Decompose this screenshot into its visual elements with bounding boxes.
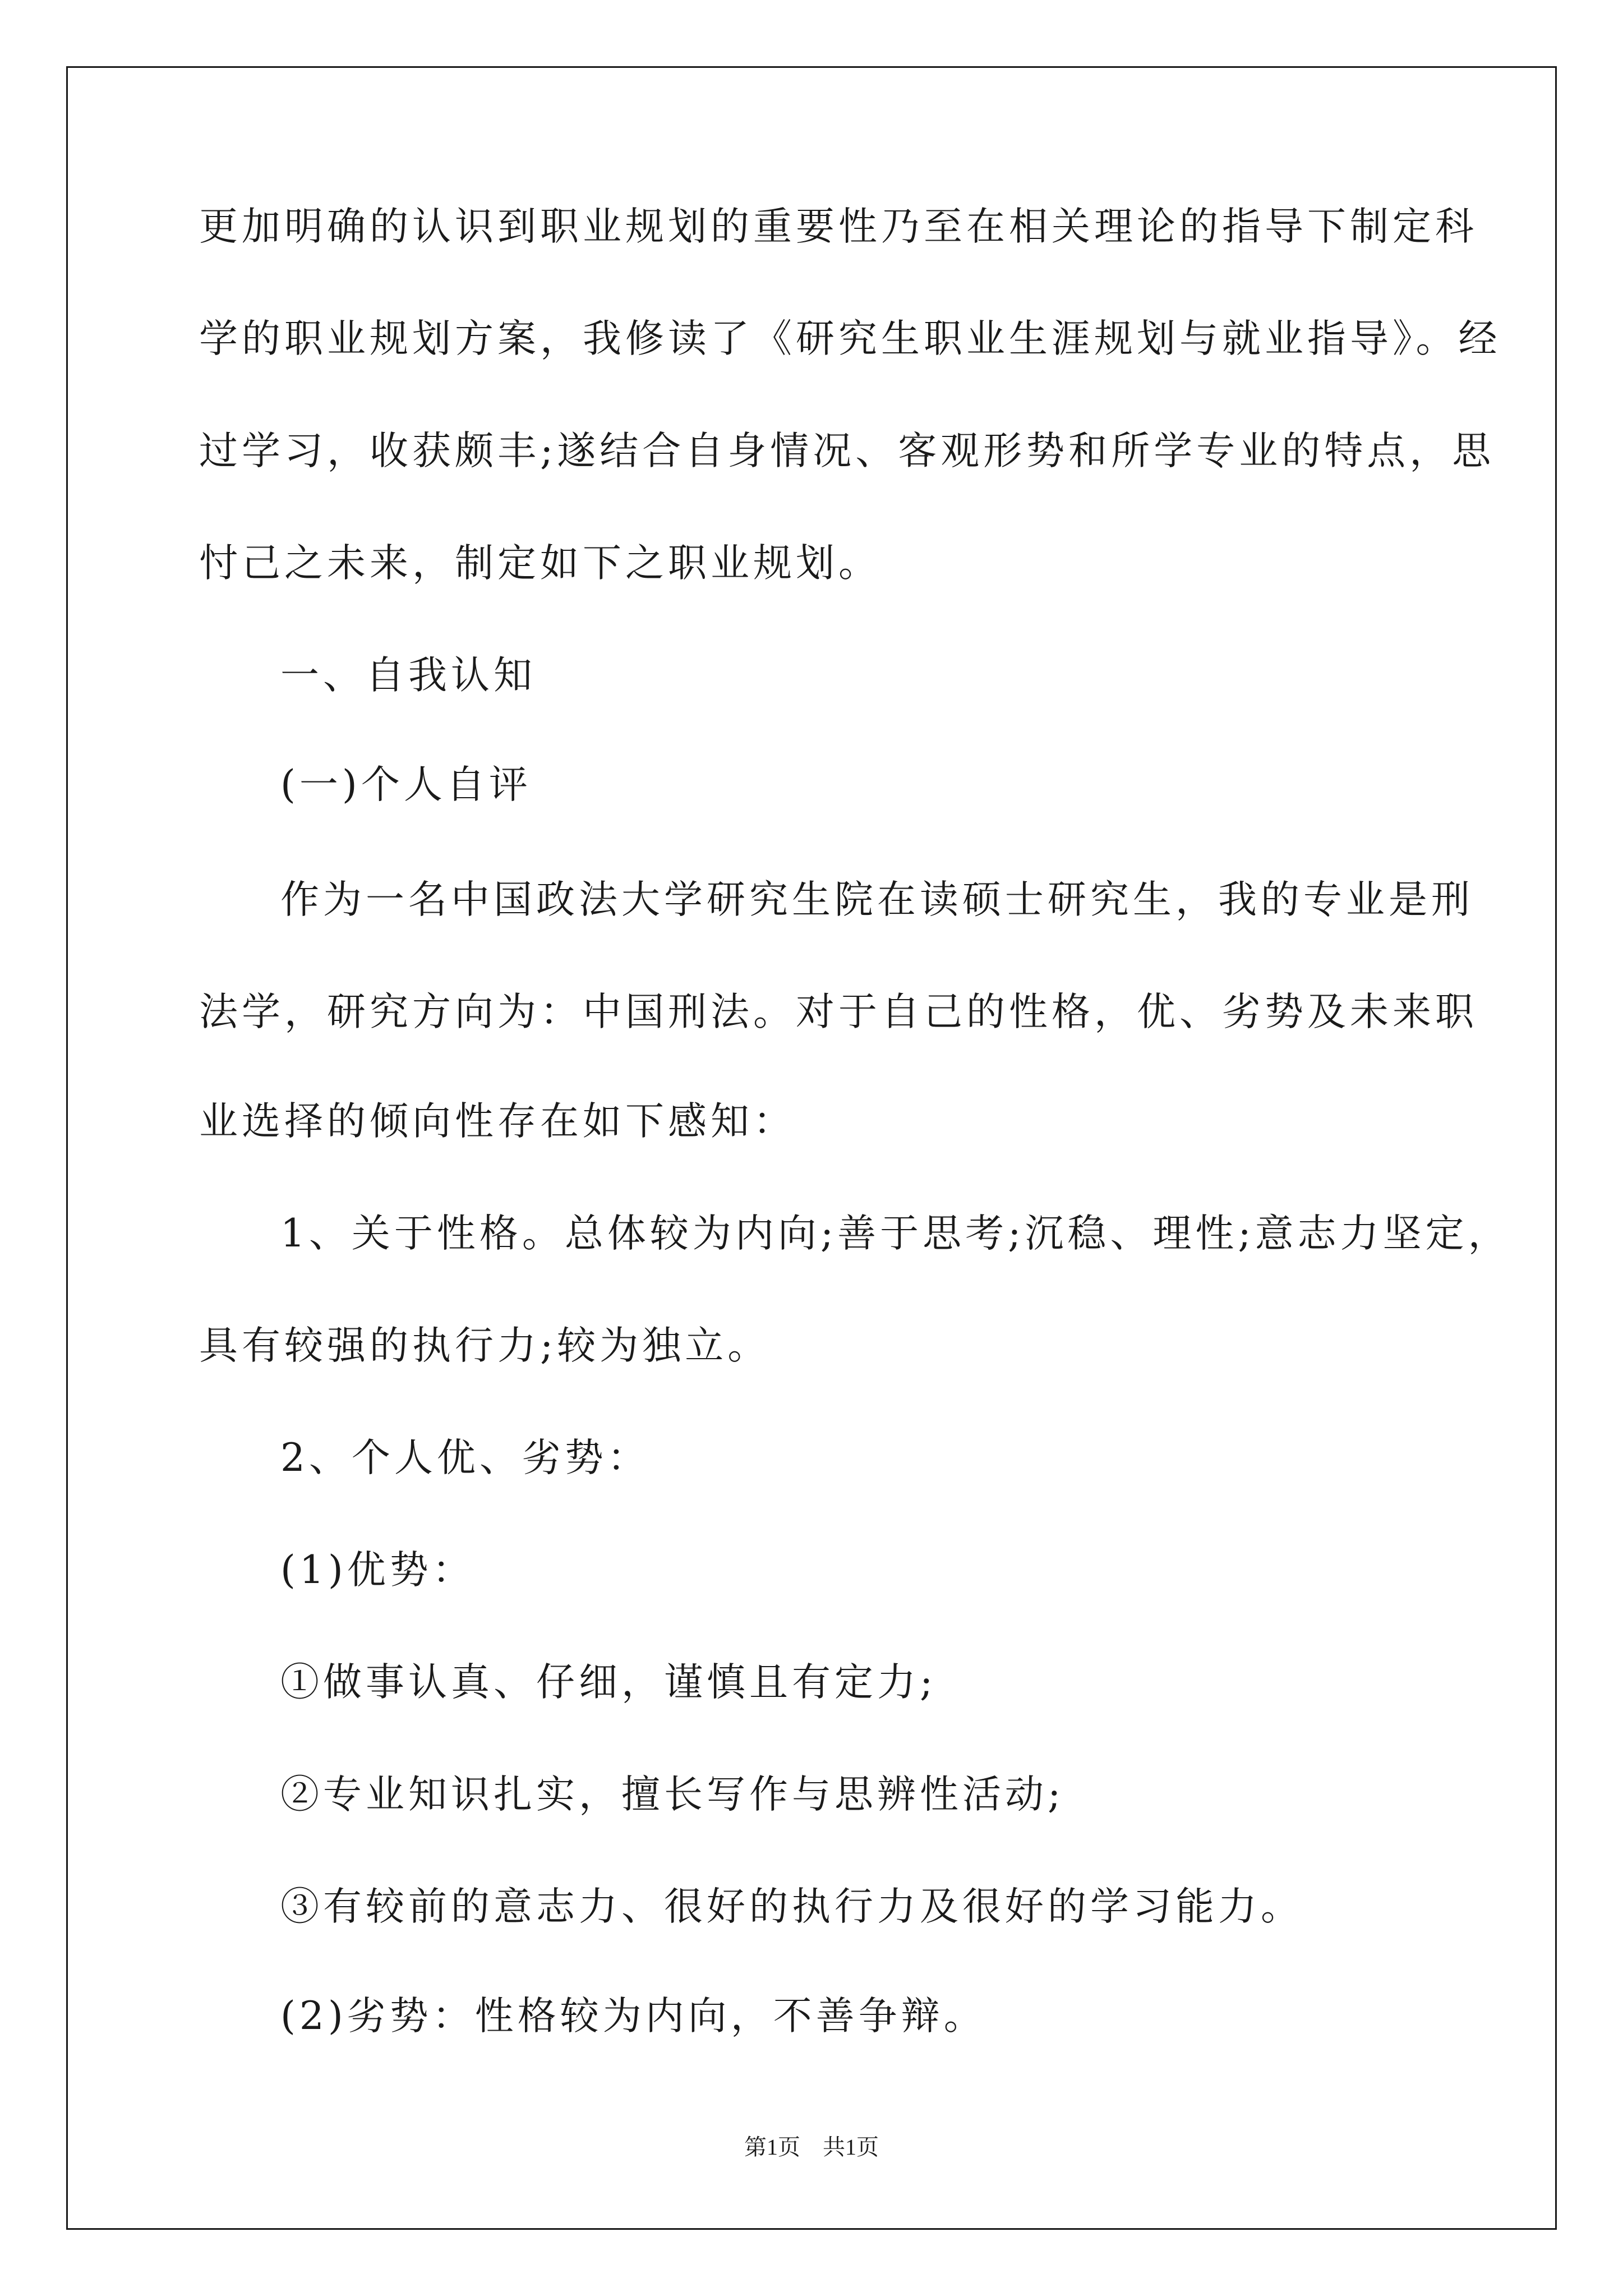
paragraph-line: 学的职业规划方案，我修读了《研究生职业生涯规划与就业指导》。经 bbox=[199, 316, 1501, 361]
paragraph-line: 更加明确的认识到职业规划的重要性乃至在相关理论的指导下制定科 bbox=[199, 204, 1478, 249]
list-item: ①做事认真、仔细，谨慎且有定力; bbox=[280, 1660, 937, 1705]
list-heading: 2、个人优、劣势： bbox=[280, 1435, 650, 1480]
paragraph-line: 过学习，收获颇丰;遂结合自身情况、客观形势和所学专业的特点，思 bbox=[199, 429, 1495, 473]
paragraph-line: 具有较强的执行力;较为独立。 bbox=[199, 1323, 771, 1368]
page-footer bbox=[0, 2136, 1623, 2159]
page-number-current: 第1页 bbox=[744, 2134, 800, 2160]
section-heading: 一、自我认知 bbox=[280, 653, 536, 698]
list-item: ③有较前的意志力、很好的执行力及很好的学习能力。 bbox=[280, 1884, 1303, 1929]
subsection-heading: (一)个人自评 bbox=[280, 762, 532, 807]
list-item: ②专业知识扎实，擅长写作与思辨性活动; bbox=[280, 1772, 1065, 1817]
list-item: (2)劣势：性格较为内向，不善争辩。 bbox=[280, 1994, 986, 2039]
page-number-total: 共1页 bbox=[823, 2134, 879, 2160]
paragraph-line: 1、关于性格。总体较为内向;善于思考;沉稳、理性;意志力坚定， bbox=[280, 1211, 1511, 1256]
paragraph-line: 业选择的倾向性存在如下感知： bbox=[199, 1099, 796, 1144]
list-heading: (1)优势： bbox=[280, 1548, 475, 1593]
paragraph-line: 法学，研究方向为：中国刑法。对于自己的性格，优、劣势及未来职 bbox=[199, 990, 1478, 1034]
paragraph-line: 忖己之未来，制定如下之职业规划。 bbox=[199, 541, 881, 586]
paragraph-line: 作为一名中国政法大学研究生院在读硕士研究生，我的专业是刑 bbox=[280, 877, 1474, 922]
